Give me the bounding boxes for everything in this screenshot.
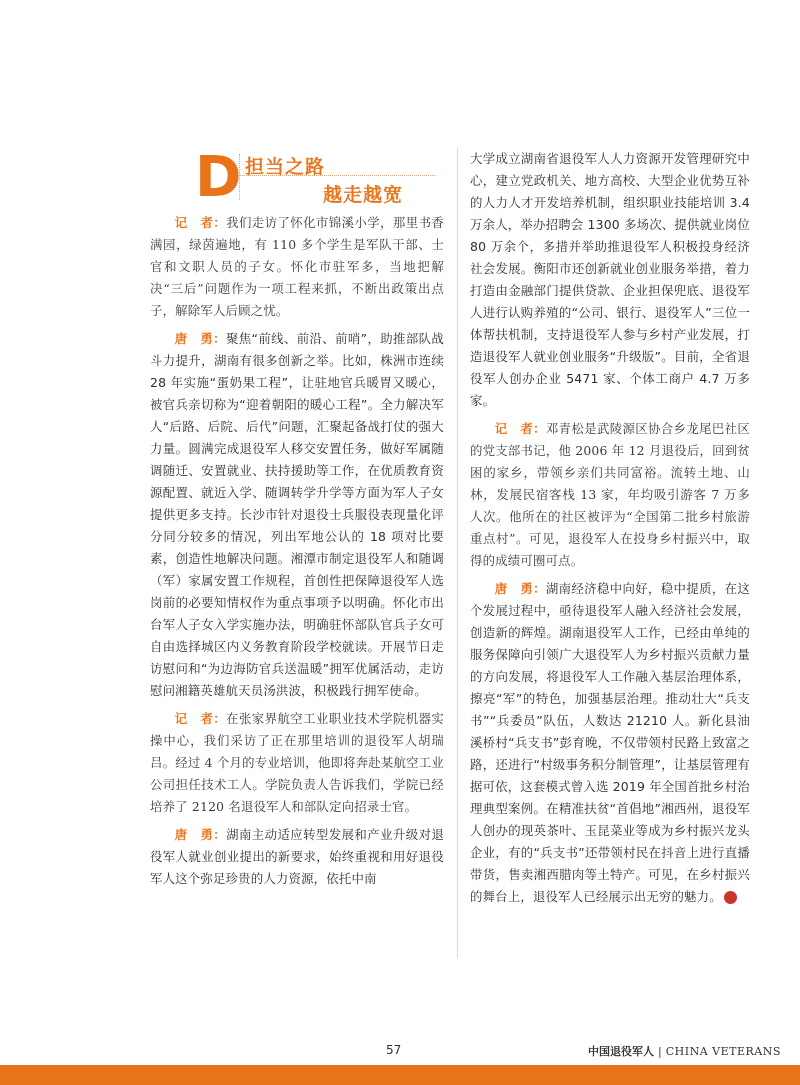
paragraph-continuation: [470, 148, 750, 412]
section-heading: [195, 145, 440, 210]
magazine-name-en: CHINA VETERANS: [665, 1045, 781, 1058]
paragraph-text: 在张家界航空工业职业技术学院机器实操中心，我们采访了正在那里培训的退役军人胡瑞吕。经过 4 个月的专业培训，他即将奔赴某航空工业公司担任技术工人。学院负责人告诉我们，学院已经培养了 2120 名退役军人和部队定向招录士官。: [150, 711, 444, 814]
heading-line-2: 越走越宽: [323, 184, 404, 206]
right-column: [470, 148, 756, 914]
paragraph-text: 我们走访了怀化市锦溪小学，那里书香满园，绿茵遍地，有 110 多个学生是军队干部、士官和文职人员的子女。怀化市驻军多，当地把解决“三后”问题作为一项工程来抓，不断出政策出点子，解除军人后顾之忧。: [150, 215, 444, 318]
magazine-name: [588, 1043, 781, 1059]
speaker-label: 唐 勇：: [174, 827, 227, 842]
speaker-label: 唐 勇：: [494, 581, 546, 596]
paragraph-reporter: [470, 418, 750, 572]
footer-separator: |: [658, 1045, 662, 1058]
footer-color-bar: [0, 1065, 800, 1085]
speaker-label: 记 者：: [494, 421, 546, 436]
column-divider: [457, 148, 458, 958]
heading-line-1: 担当之路: [245, 156, 326, 178]
paragraph-text: 大学成立湖南省退役军人人力资源开发管理研究中心，建立党政机关、地方高校、大型企业优势互补的人力人才开发培养机制，组织职业技能培训 3.4 万余人，举办招聘会 1300 多场次、提供就业岗位 80 万余个，多措并举助推退役军人积极投身经济社会发展。衡阳市还创新就业创业服务举措，着力打造由金融部门提供贷款、企业担保兜底、退役军人进行认购养殖的“公司、银行、退役军人”三位一体帮扶机制，支持退役军人参与乡村产业发展，打造退役军人就业创业服务“升级版”。目前，全省退役军人创办企业 5471 家、个体工商户 4.7 万多家。: [470, 151, 750, 408]
speaker-label: 唐 勇：: [174, 331, 226, 346]
paragraph-tang-yong: [150, 328, 444, 702]
section-letter: D: [195, 145, 242, 210]
paragraph-reporter: [150, 212, 444, 322]
page-number: 57: [386, 1043, 402, 1057]
paragraph-reporter: [150, 708, 444, 818]
paragraph-text: 湖南主动适应转型发展和产业升级对退役军人就业创业提出的新要求，始终重视和用好退役军人这个弥足珍贵的人力资源，依托中南: [150, 827, 444, 886]
left-column: [150, 212, 444, 896]
paragraph-tang-yong: [150, 824, 444, 890]
paragraph-text: 邓青松是武陵源区协合乡龙尾巴社区的党支部书记，他 2006 年 12 月退役后，回到贫困的家乡，带领乡亲们共同富裕。流转土地、山林，发展民宿客栈 13 家，年均吸引游客 7 万多人次。他所在的社区被评为“全国第二批乡村旅游重点村”。可见，退役军人在投身乡村振兴中，取得的成绩可圈可点。: [470, 421, 750, 568]
paragraph-text: 聚焦“前线、前沿、前哨”，助推部队战斗力提升，湖南有很多创新之举。比如，株洲市连续 28 年实施“蛋奶果工程”，让驻地官兵暖胃又暖心，被官兵亲切称为“迎着朝阳的暖心工程”。全力解决军人“后路、后院、后代”问题，汇聚起备战打仗的强大力量。圆满完成退役军人移交安置任务，做好军属随调随迁、安置就业、扶持援助等工作，在优质教育资源配置、就近入学、随调转学升学等方面为军人子女提供更多支持。长沙市针对退役士兵服役表现量化评分同分较多的情况，列出军地公认的 18 项对比要素，创造性地解决问题。湘潭市制定退役军人和随调（军）家属安置工作规程，首创性把保障退役军人选岗前的必要知情权作为重点事项予以明确。怀化市出台军人子女入学实施办法，明确驻怀部队官兵子女可自由选择城区内义务教育阶段学校就读。开展节日走访慰问和“为边海防官兵送温暖”拥军优属活动，走访慰问湘籍英雄航天员汤洪波，积极践行拥军使命。: [150, 331, 444, 698]
speaker-label: 记 者：: [174, 711, 227, 726]
heading-divider-vertical: [239, 154, 240, 200]
article-end-icon: V: [724, 891, 737, 904]
magazine-name-cn: 中国退役军人: [588, 1045, 654, 1058]
speaker-label: 记 者：: [174, 215, 227, 230]
paragraph-tang-yong: [470, 578, 756, 908]
paragraph-text: 湖南经济稳中向好，稳中提质，在这个发展过程中，亟待退役军人融入经济社会发展，创造新的辉煌。湖南退役军人工作，已经由单纯的服务保障向引领广大退役军人为乡村振兴贡献力量的方向发展，将退役军人工作融入基层治理体系，擦亮“军”的特色，加强基层治理。推动壮大“兵支书”“兵委员”队伍，人数达 21210 人。新化县油溪桥村“兵支书”彭育晚，不仅带领村民路上致富之路，还进行“村级事务积分制管理”，让基层管理有据可依，这套模式曾入选 2019 年全国首批乡村治理典型案例。在精准扶贫“首倡地”湘西州，退役军人创办的现英茶叶、玉昆菜业等成为乡村振兴龙头企业，有的“兵支书”还带领村民在抖音上进行直播带货，售卖湘西腊肉等土特产。可见，在乡村振兴的舞台上，退役军人已经展示出无穷的魅力。: [470, 581, 750, 904]
